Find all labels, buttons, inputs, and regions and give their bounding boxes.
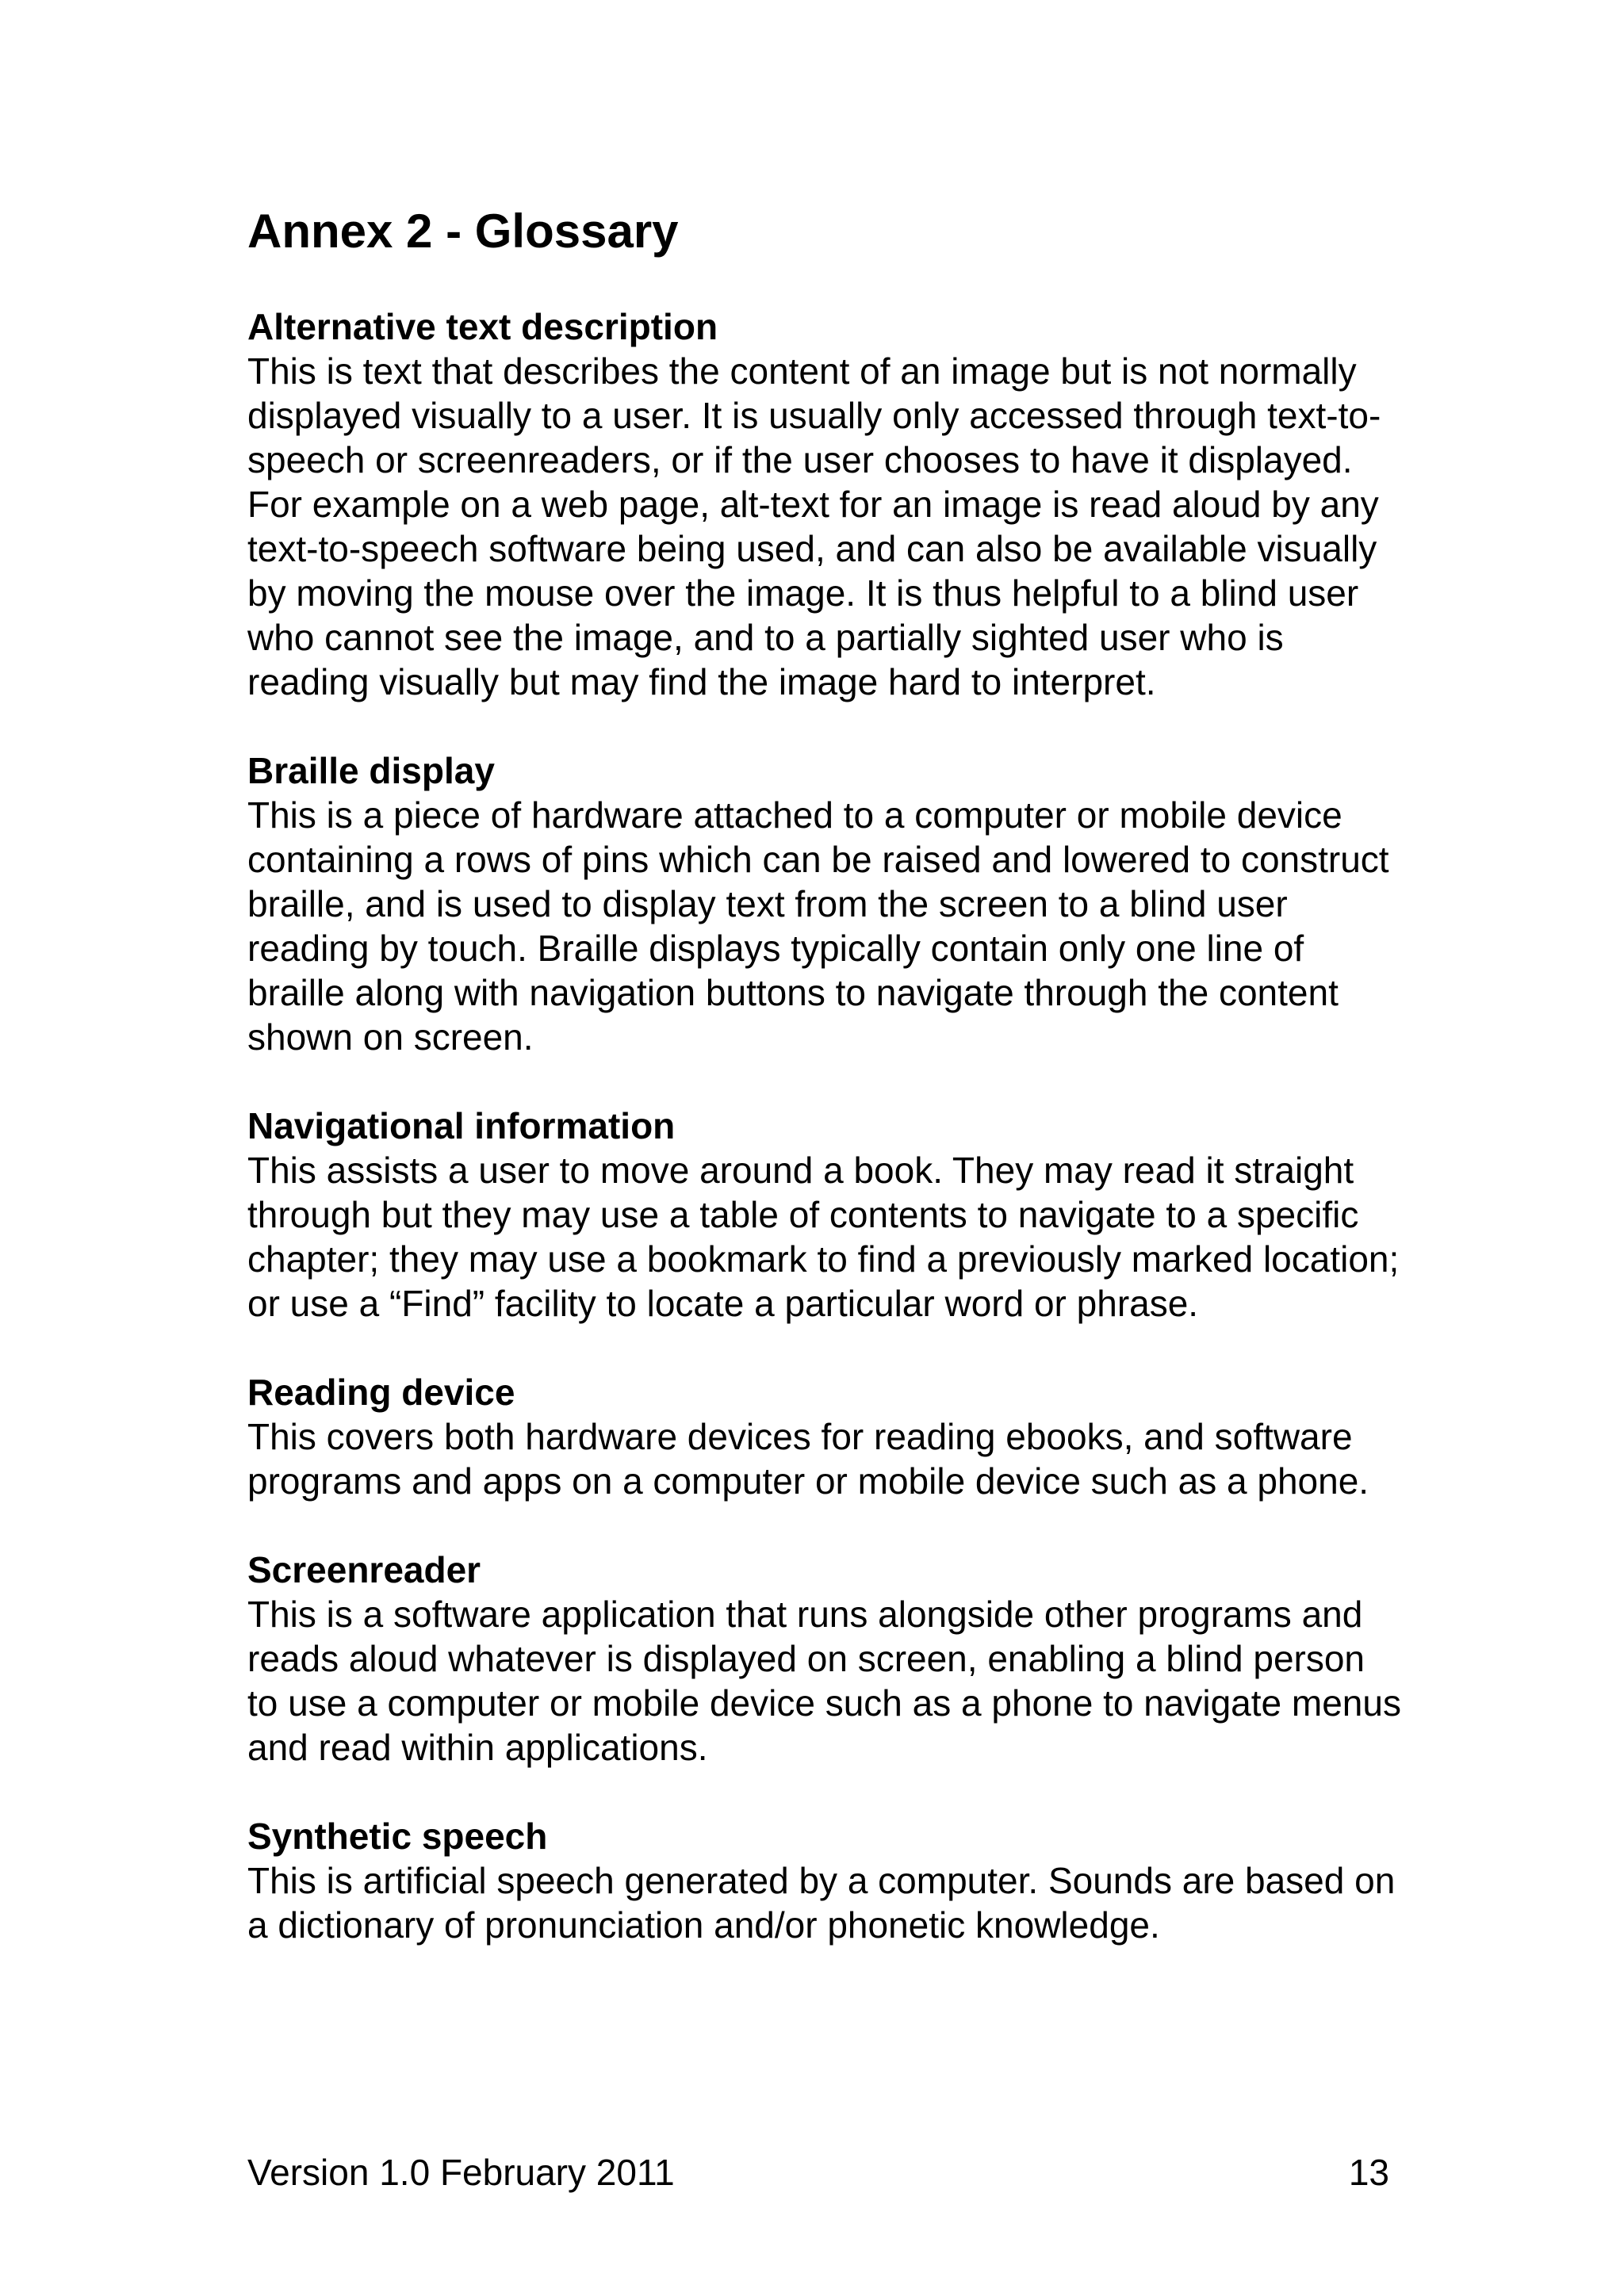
footer-version: Version 1.0 February 2011 bbox=[247, 2152, 675, 2193]
glossary-definition: This assists a user to move around a book. They may read it straight through but they may use a table of contents to navigate to a specific chapter; they may use a bookmark to find a previously marked location; or use a “Find” facility to locate a particular word or phrase. bbox=[247, 1150, 1400, 1324]
glossary-term: Navigational information bbox=[247, 1105, 676, 1146]
glossary-term: Reading device bbox=[247, 1372, 515, 1413]
glossary-term: Alternative text description bbox=[247, 306, 718, 347]
glossary-content bbox=[247, 203, 1405, 1992]
glossary-entry-screenreader bbox=[247, 1548, 1405, 1770]
glossary-entry-reading-device bbox=[247, 1370, 1405, 1503]
glossary-definition: This covers both hardware devices for reading ebooks, and software programs and apps on a computer or mobile device such as a phone. bbox=[247, 1416, 1369, 1502]
glossary-definition: This is text that describes the content of an image but is not normally displayed visually to a user. It is usually only accessed through text-to-speech or screenreaders, or if the user chooses to have it displayed. For example on a web page, alt-text for an image is read aloud by any text-to-speech software being used, and can also be available visually by moving the mouse over the image. It is thus helpful to a blind user who cannot see the image, and to a partially sighted user who is reading visually but may find the image hard to interpret. bbox=[247, 350, 1381, 702]
glossary-entry-navigational-information bbox=[247, 1104, 1405, 1326]
page-title: Annex 2 - Glossary bbox=[247, 205, 679, 258]
glossary-entry-alternative-text bbox=[247, 304, 1405, 704]
glossary-definition: This is artificial speech generated by a computer. Sounds are based on a dictionary of pronunciation and/or phonetic knowledge. bbox=[247, 1860, 1396, 1946]
glossary-term: Braille display bbox=[247, 750, 495, 791]
page-number: 13 bbox=[1348, 2152, 1389, 2193]
glossary-term: Synthetic speech bbox=[247, 1816, 548, 1857]
glossary-entry-braille-display bbox=[247, 748, 1405, 1059]
glossary-definition: This is a software application that runs alongside other programs and reads aloud whatever is displayed on screen, enabling a blind person to use a computer or mobile device such as a phone to navigate menus and read within applications. bbox=[247, 1594, 1401, 1768]
glossary-definition: This is a piece of hardware attached to a computer or mobile device containing a rows of pins which can be raised and lowered to construct braille, and is used to display text from the screen to a blind user reading by touch. Braille displays typically contain only one line of braille along with navigation buttons to navigate through the content shown on screen. bbox=[247, 794, 1389, 1058]
glossary-term: Screenreader bbox=[247, 1549, 481, 1590]
glossary-entry-synthetic-speech bbox=[247, 1814, 1405, 1947]
